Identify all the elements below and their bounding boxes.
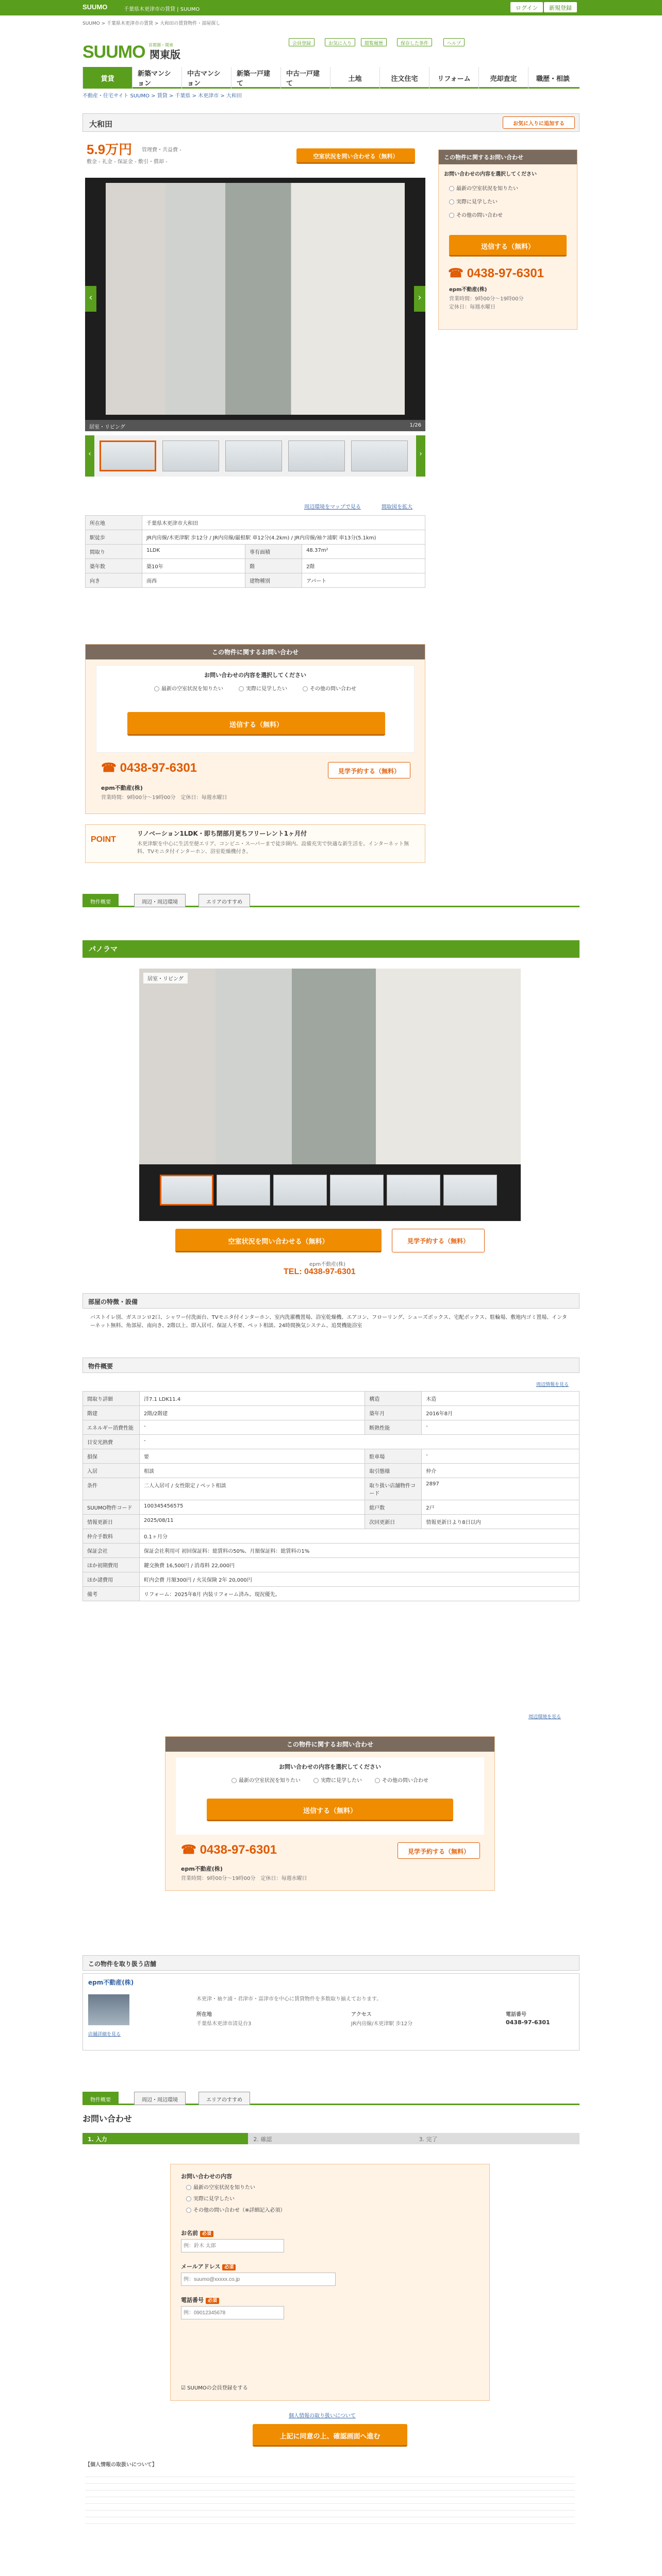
- panorama-thumbnail[interactable]: [217, 1175, 270, 1206]
- summary-row: [83, 1515, 580, 1529]
- header-link-help[interactable]: ヘルプ: [443, 38, 465, 46]
- summary-key: 保証会社: [83, 1544, 140, 1558]
- photo-caption: 居室・リビング: [89, 425, 125, 430]
- deposit-line: 敷金 - 礼金 - 保証金 - 敷引・償却 -: [87, 159, 168, 165]
- floorplan-link[interactable]: 間取図を拡大: [382, 504, 412, 510]
- info-row: [86, 516, 425, 530]
- inquiry2-visit-button[interactable]: 見学予約する（無料）: [398, 1842, 480, 1859]
- shop-access: JR内房線/木更津駅 歩12分: [351, 2021, 413, 2027]
- summary-key: 築年月: [365, 1406, 422, 1420]
- summary-row: [83, 1406, 580, 1420]
- summary-row: [83, 1392, 580, 1406]
- header-link-history[interactable]: 閲覧履歴: [361, 38, 387, 46]
- summary-value: 0.1ヶ月分: [140, 1529, 580, 1544]
- tab-bar: [82, 894, 580, 907]
- required-badge: 必須: [222, 2264, 236, 2270]
- sidebar-phone: ☎ 0438-97-6301: [448, 266, 544, 280]
- inquiry-question: お問い合わせの内容を選択してください: [204, 672, 306, 679]
- summary-value: 2025/08/11: [140, 1515, 365, 1529]
- info-row: [86, 573, 425, 588]
- nav-menu-item[interactable]: 中古マンション: [181, 67, 231, 89]
- info-value: 千葉県木更津市大和田: [142, 516, 425, 530]
- thumb-next-icon[interactable]: ›: [416, 435, 425, 477]
- main-photo[interactable]: [106, 183, 405, 415]
- step-input: 1. 入力: [82, 2133, 248, 2144]
- shop-detail-link[interactable]: 店舗詳細を見る: [88, 2032, 121, 2037]
- info-value: 築10年: [142, 559, 245, 573]
- management-fee: 管理費・共益費 -: [142, 147, 181, 153]
- tab2-summary[interactable]: 物件概要: [82, 2092, 119, 2105]
- option-label: その他の問い合わせ: [456, 213, 503, 218]
- panorama-tel: TEL: 0438-97-6301: [284, 1267, 356, 1276]
- summary-note-link[interactable]: 周辺環境を見る: [528, 1715, 561, 1720]
- summary-link[interactable]: 周辺情報を見る: [536, 1382, 569, 1387]
- tab-area[interactable]: エリアのすすめ: [198, 894, 250, 907]
- summary-key: 条件: [83, 1478, 140, 1500]
- tab-surroundings[interactable]: 周辺・周辺環境: [134, 894, 186, 907]
- mail-label: [181, 2262, 236, 2270]
- nav-menu-item[interactable]: 売却査定: [478, 67, 528, 89]
- shop-message: 木更津・袖ケ浦・君津市・富津市を中心に賃貸物件を多数取り揃えております。: [196, 1996, 382, 2002]
- region-sub: 首都圏・関東: [148, 43, 173, 47]
- inquiry2-option-vacancy[interactable]: [231, 1776, 301, 1784]
- nav-menu-item[interactable]: 土地: [330, 67, 379, 89]
- info-key: 向き: [86, 573, 142, 588]
- info-key: 築年数: [86, 559, 142, 573]
- photo-viewer: [85, 178, 425, 420]
- header-link-saved[interactable]: 保存した条件: [397, 38, 432, 46]
- inquiry2-send-button[interactable]: 送信する（無料）: [207, 1799, 453, 1821]
- agree-label: SUUMOの会員登録をする: [187, 2385, 248, 2391]
- sidebar-option-visit[interactable]: [449, 196, 567, 209]
- rent-price: 5.9万円: [87, 142, 133, 157]
- shop-name[interactable]: epm不動産(株): [88, 1979, 134, 1986]
- summary-key: 入居: [83, 1464, 140, 1478]
- summary-row: [83, 1464, 580, 1478]
- info-row: [86, 559, 425, 573]
- summary-value: 2016年8月: [422, 1406, 580, 1420]
- summary-header: 物件概要: [82, 1358, 580, 1373]
- panorama-thumbs: [160, 1175, 500, 1211]
- inquiry2-hours: 営業時間：9時00分〜19時00分 定休日：毎週水曜日: [181, 1876, 307, 1882]
- shop-col-address: 所在地: [196, 2012, 212, 2018]
- point-label: POINT: [91, 835, 116, 844]
- sidebar-question: お問い合わせの内容を選択してください: [444, 172, 537, 177]
- info-value: JR内房線/木更津駅 歩12分 / JR内房線/巌根駅 車12分(4.2km) / JR内房線/袖ケ浦駅 車13分(5.1km): [142, 530, 425, 545]
- form-option-vacancy[interactable]: [186, 2182, 285, 2194]
- radio-icon[interactable]: [449, 213, 454, 218]
- name-label-text: お名前: [181, 2230, 198, 2236]
- summary-value: 町内会費 月額300円 / 火災保険 2年 20,000円: [140, 1572, 580, 1587]
- photo-thumbnail[interactable]: [162, 440, 219, 471]
- agree-check[interactable]: ☑ SUUMOの会員登録をする: [181, 2385, 248, 2391]
- sidebar-company: epm不動産(株): [449, 287, 487, 293]
- property-title: [82, 113, 580, 132]
- inquire-top-button[interactable]: 空室状況を問い合わせる（無料）: [296, 148, 415, 164]
- summary-value: -: [422, 1449, 580, 1464]
- inquiry-option-other[interactable]: [303, 684, 356, 692]
- info-row: [86, 545, 425, 559]
- summary-value: 仲介: [422, 1464, 580, 1478]
- summary-key: 構造: [365, 1392, 422, 1406]
- summary-value: -: [140, 1435, 580, 1449]
- summary-value: 2戸: [422, 1500, 580, 1515]
- option-label: 最新の空室状況を知りたい: [239, 1778, 301, 1784]
- inquiry-box: [85, 644, 425, 814]
- shop-col-access: アクセス: [351, 2012, 372, 2018]
- inquiry-title: この物件に関するお問い合わせ: [86, 645, 425, 659]
- panorama-thumbnail[interactable]: [443, 1175, 497, 1206]
- panorama-label: 居室・リビング: [143, 973, 188, 984]
- form-option-visit[interactable]: [186, 2194, 285, 2205]
- sidebar-hours: 営業時間：9時00分〜19時00分: [449, 296, 524, 302]
- next-arrow-icon[interactable]: ›: [414, 286, 425, 312]
- breadcrumb[interactable]: 不動産・住宅サイト SUUMO > 賃貸 > 千葉県 > 木更津市 > 大和田: [82, 93, 242, 99]
- summary-key: 断熱性能: [365, 1420, 422, 1435]
- panorama-header: パノラマ: [82, 940, 580, 958]
- nav-menu-item[interactable]: 職歴・相談: [528, 67, 577, 89]
- info-value: 48.37m²: [302, 545, 425, 559]
- summary-key: SUUMO物件コード: [83, 1500, 140, 1515]
- shop-header: この物件を取り扱う店舗: [82, 1955, 580, 1971]
- panorama-thumbnail[interactable]: [160, 1175, 213, 1206]
- summary-row: [83, 1572, 580, 1587]
- summary-key: 次回更新日: [365, 1515, 422, 1529]
- summary-row: [83, 1587, 580, 1601]
- inquiry2-company: epm不動産(株): [181, 1866, 223, 1872]
- company-name: epm不動産(株): [101, 785, 143, 791]
- form-box: [170, 2164, 490, 2401]
- inquiry-option-visit[interactable]: [239, 684, 287, 692]
- panorama-inquire-button[interactable]: 空室状況を問い合わせる（無料）: [175, 1229, 382, 1252]
- summary-row: [83, 1558, 580, 1572]
- summary-row: [83, 1544, 580, 1558]
- radio-icon[interactable]: [449, 186, 454, 191]
- radio-icon[interactable]: [186, 2185, 191, 2190]
- option-label: その他の問い合わせ（※詳細記入必須）: [193, 2208, 286, 2213]
- features-header: 部屋の特徴・設備: [82, 1293, 580, 1309]
- info-key: 建物種別: [245, 573, 302, 588]
- summary-key: 目安光熱費: [83, 1435, 140, 1449]
- sidebar-send-button[interactable]: 送信する（無料）: [449, 235, 567, 257]
- shop-photo: [88, 1994, 129, 2025]
- radio-icon[interactable]: [186, 2196, 191, 2201]
- privacy-note-body: [85, 2470, 575, 2527]
- summary-value: 2897: [422, 1478, 580, 1500]
- summary-value: 二人入居可 / 女性限定 / ペット相談: [140, 1478, 365, 1500]
- shop-box: [82, 1973, 580, 2050]
- summary-value: 保証会社利用可 初回保証料：総賃料の50%、月額保証料：総賃料の1%: [140, 1544, 580, 1558]
- shop-address: 千葉県木更津市清見台3: [196, 2021, 252, 2027]
- login-link[interactable]: ログイン: [510, 2, 543, 12]
- option-label: 実際に見学したい: [193, 2196, 235, 2202]
- info-value: 南西: [142, 573, 245, 588]
- option-label: その他の問い合わせ: [310, 686, 356, 692]
- summary-table: [82, 1391, 580, 1601]
- panorama-thumbnail[interactable]: [273, 1175, 327, 1206]
- option-label: 実際に見学したい: [456, 199, 498, 205]
- step-confirm: 2. 確認: [248, 2133, 413, 2144]
- nav-menu-item[interactable]: 新築一戸建て: [231, 67, 280, 89]
- summary-key: 損保: [83, 1449, 140, 1464]
- info-value: 1LDK: [142, 545, 245, 559]
- radio-icon[interactable]: [154, 686, 159, 691]
- point-body: 木更津駅を中心に生活至便エリア、コンビニ・スーパーまで徒歩圏内。設備充実で快適な新生活を。インターネット無料、TVモニタ付インターホン、浴室乾燥機付き。: [137, 841, 409, 855]
- nav-menu-item[interactable]: 中古一戸建て: [280, 67, 330, 89]
- company-hours: 営業時間：9時00分〜19時00分 定休日：毎週水曜日: [101, 795, 227, 801]
- top-bar: [0, 0, 662, 15]
- prev-arrow-icon[interactable]: ‹: [85, 286, 96, 312]
- photo-thumbnail[interactable]: [225, 440, 282, 471]
- panorama-company: epm不動産(株): [309, 1262, 346, 1267]
- inquiry2-title: この物件に関するお問い合わせ: [166, 1737, 494, 1752]
- point-title: リノベーション1LDK・即ち閉部月更ちフリーレント1ヶ月付: [137, 830, 307, 837]
- summary-row: [83, 1529, 580, 1544]
- summary-value: 要: [140, 1449, 365, 1464]
- photo-thumbnail[interactable]: [288, 440, 345, 471]
- info-value: アパート: [302, 573, 425, 588]
- radio-icon[interactable]: [449, 199, 454, 205]
- name-field[interactable]: [181, 2239, 284, 2252]
- summary-value: 鍵交換費 16,500円 / 消毒料 22,000円: [140, 1558, 580, 1572]
- radio-icon[interactable]: [239, 686, 244, 691]
- summary-value: 2階/2階建: [140, 1406, 365, 1420]
- summary-row: [83, 1449, 580, 1464]
- sidebar-inquiry: [438, 149, 577, 330]
- summary-value: 木造: [422, 1392, 580, 1406]
- top-tagline: 千葉県木更津市の賃貸 | SUUMO: [124, 7, 200, 12]
- photo-thumbnail[interactable]: [351, 440, 408, 471]
- nav-menu-item[interactable]: 新築マンション: [132, 67, 181, 89]
- map-link[interactable]: 周辺環境をマップで見る: [304, 504, 361, 510]
- top-breadcrumb: SUUMO > 千葉県木更津市の賃貸 > 大和田の賃貸物件・部屋探し: [82, 21, 221, 26]
- summary-key: 取引態様: [365, 1464, 422, 1478]
- inquiry2-option-other[interactable]: [375, 1776, 428, 1784]
- summary-row: [83, 1420, 580, 1435]
- sidebar-closed: 定休日：毎週水曜日: [449, 304, 495, 310]
- summary-key: 仲介手数料: [83, 1529, 140, 1544]
- features-text: バストイレ別、ガスコンロ2口、シャワー付洗面台、TVモニタ付インターホン、室内洗濯機置場、浴室乾燥機、エアコン、フローリング、シューズボックス、宅配ボックス、駐輪場、敷地内ゴミ置場、インターネット無料、角部屋、南向き、2階以上、即入居可、保証人不要、ペット相談、24時間換気システム、追焚機能浴室: [90, 1315, 567, 1329]
- panorama-image[interactable]: [139, 969, 521, 1164]
- radio-icon[interactable]: [231, 1778, 237, 1783]
- summary-value: 100345456575: [140, 1500, 365, 1515]
- panorama-thumbnail[interactable]: [387, 1175, 440, 1206]
- signup-link[interactable]: 新規登録: [544, 2, 577, 12]
- inquiry-option-vacancy[interactable]: [154, 684, 223, 692]
- summary-key: ほか初期費用: [83, 1558, 140, 1572]
- info-key: 所在地: [86, 516, 142, 530]
- summary-row: [83, 1435, 580, 1449]
- visit-reserve-button[interactable]: 見学予約する（無料）: [328, 762, 410, 778]
- tab-summary[interactable]: 物件概要: [82, 894, 119, 907]
- summary-key: 駐車場: [365, 1449, 422, 1464]
- info-key: 駅徒歩: [86, 530, 142, 545]
- tab-bar-2: [82, 2092, 580, 2105]
- panorama-visit-button[interactable]: 見学予約する（無料）: [392, 1229, 485, 1252]
- summary-key: 総戸数: [365, 1500, 422, 1515]
- name-label: [181, 2229, 213, 2237]
- tab2-area[interactable]: エリアのすすめ: [198, 2092, 250, 2105]
- photo-count: 1/26: [409, 422, 421, 428]
- form-submit-button[interactable]: 上記に同意の上、確認画面へ進む: [253, 2424, 407, 2447]
- info-table: [85, 515, 425, 588]
- nav-menu-item[interactable]: 賃貸: [82, 67, 132, 89]
- required-badge: 必須: [200, 2231, 213, 2237]
- form-title: お問い合わせ: [82, 2115, 133, 2124]
- summary-key: エネルギー消費性能: [83, 1420, 140, 1435]
- summary-value: 相談: [140, 1464, 365, 1478]
- radio-icon[interactable]: [303, 686, 308, 691]
- sidebar-inquiry-title: この物件に関するお問い合わせ: [439, 150, 577, 164]
- shop-col-tel: 電話番号: [506, 2012, 526, 2018]
- inquiry2-phone: ☎ 0438-97-6301: [181, 1843, 277, 1857]
- phone-number: ☎ 0438-97-6301: [101, 761, 197, 775]
- summary-value: -: [422, 1420, 580, 1435]
- thumb-prev-icon[interactable]: ‹: [85, 435, 94, 477]
- header-link-register[interactable]: 会員登録: [289, 38, 315, 46]
- form-steps: [82, 2133, 580, 2144]
- summary-row: [83, 1500, 580, 1515]
- inquiry2-option-visit[interactable]: [313, 1776, 362, 1784]
- sidebar-option-other[interactable]: [449, 209, 567, 223]
- inquiry-inner: [96, 665, 415, 753]
- step-complete: 3. 完了: [414, 2133, 580, 2144]
- option-label: 最新の空室状況を知りたい: [193, 2185, 255, 2191]
- summary-key: 情報更新日: [83, 1515, 140, 1529]
- phone-text: 0438-97-6301: [467, 266, 544, 280]
- send-button[interactable]: 送信する（無料）: [127, 712, 385, 736]
- photo-caption-bar: [85, 420, 425, 431]
- privacy-link[interactable]: 個人情報の取り扱いについて: [289, 2413, 356, 2419]
- thumbnail-strip: [85, 435, 425, 477]
- site-header: [82, 27, 580, 89]
- tab2-surroundings[interactable]: 周辺・周辺環境: [134, 2092, 186, 2105]
- option-label: 実際に見学したい: [246, 686, 287, 692]
- shop-tel: 0438-97-6301: [506, 2019, 550, 2026]
- photo-thumbnail[interactable]: [100, 440, 156, 471]
- option-label: その他の問い合わせ: [382, 1778, 428, 1784]
- suumo-logo[interactable]: SUUMO: [82, 42, 145, 62]
- required-badge: 必須: [206, 2298, 219, 2304]
- option-label: 最新の空室状況を知りたい: [456, 186, 518, 192]
- summary-value: リフォーム：2025年8月 内装リフォーム済み。現況優先。: [140, 1587, 580, 1601]
- region-label: 関東版: [150, 49, 180, 61]
- mail-label-text: メールアドレス: [181, 2263, 221, 2270]
- summary-value: -: [140, 1420, 365, 1435]
- top-logo[interactable]: SUUMO: [82, 3, 108, 11]
- summary-value: 情報更新日より8日以内: [422, 1515, 580, 1529]
- email-field[interactable]: [181, 2273, 336, 2286]
- radio-icon[interactable]: [375, 1778, 380, 1783]
- info-row: [86, 530, 425, 545]
- privacy-note-head: 【個人情報の取扱いについて】: [85, 2462, 157, 2468]
- tel-label: [181, 2296, 219, 2304]
- panorama-thumbnail[interactable]: [330, 1175, 384, 1206]
- nav-menu-item[interactable]: リフォーム: [429, 67, 478, 89]
- summary-key: 階建: [83, 1406, 140, 1420]
- inquiry2-question: お問い合わせの内容を選択してください: [279, 1764, 381, 1770]
- header-link-favorite[interactable]: お気に入り: [325, 38, 355, 46]
- form-q-label: お問い合わせの内容: [181, 2173, 232, 2180]
- info-value: 2階: [302, 559, 425, 573]
- inquiry-box-2: [165, 1736, 495, 1891]
- summary-key: 間取り詳細: [83, 1392, 140, 1406]
- sidebar-option-vacancy[interactable]: [449, 182, 567, 196]
- summary-value: 洋7.1 LDK11.4: [140, 1392, 365, 1406]
- summary-row: [83, 1478, 580, 1500]
- tel-label-text: 電話番号: [181, 2297, 204, 2303]
- favorite-button[interactable]: お気に入りに追加する: [503, 116, 575, 129]
- info-key: 階: [245, 559, 302, 573]
- summary-key: 備考: [83, 1587, 140, 1601]
- info-key: 専有面積: [245, 545, 302, 559]
- property-name: 大和田: [89, 120, 113, 129]
- option-label: 最新の空室状況を知りたい: [161, 686, 223, 692]
- info-key: 間取り: [86, 545, 142, 559]
- phone-text: 0438-97-6301: [200, 1843, 277, 1857]
- radio-icon[interactable]: [186, 2208, 191, 2213]
- summary-key: ほか諸費用: [83, 1572, 140, 1587]
- form-option-other[interactable]: [186, 2205, 285, 2216]
- panorama-viewer[interactable]: [139, 969, 521, 1221]
- summary-key: 取り扱い店舗物件コード: [365, 1478, 422, 1500]
- inquiry2-inner: [176, 1757, 484, 1835]
- option-label: 実際に見学したい: [321, 1778, 362, 1784]
- phone-text: 0438-97-6301: [120, 761, 197, 775]
- point-box: [85, 824, 425, 863]
- radio-icon[interactable]: [313, 1778, 319, 1783]
- tel-field[interactable]: [181, 2306, 284, 2319]
- nav-menu-item[interactable]: 注文住宅: [379, 67, 429, 89]
